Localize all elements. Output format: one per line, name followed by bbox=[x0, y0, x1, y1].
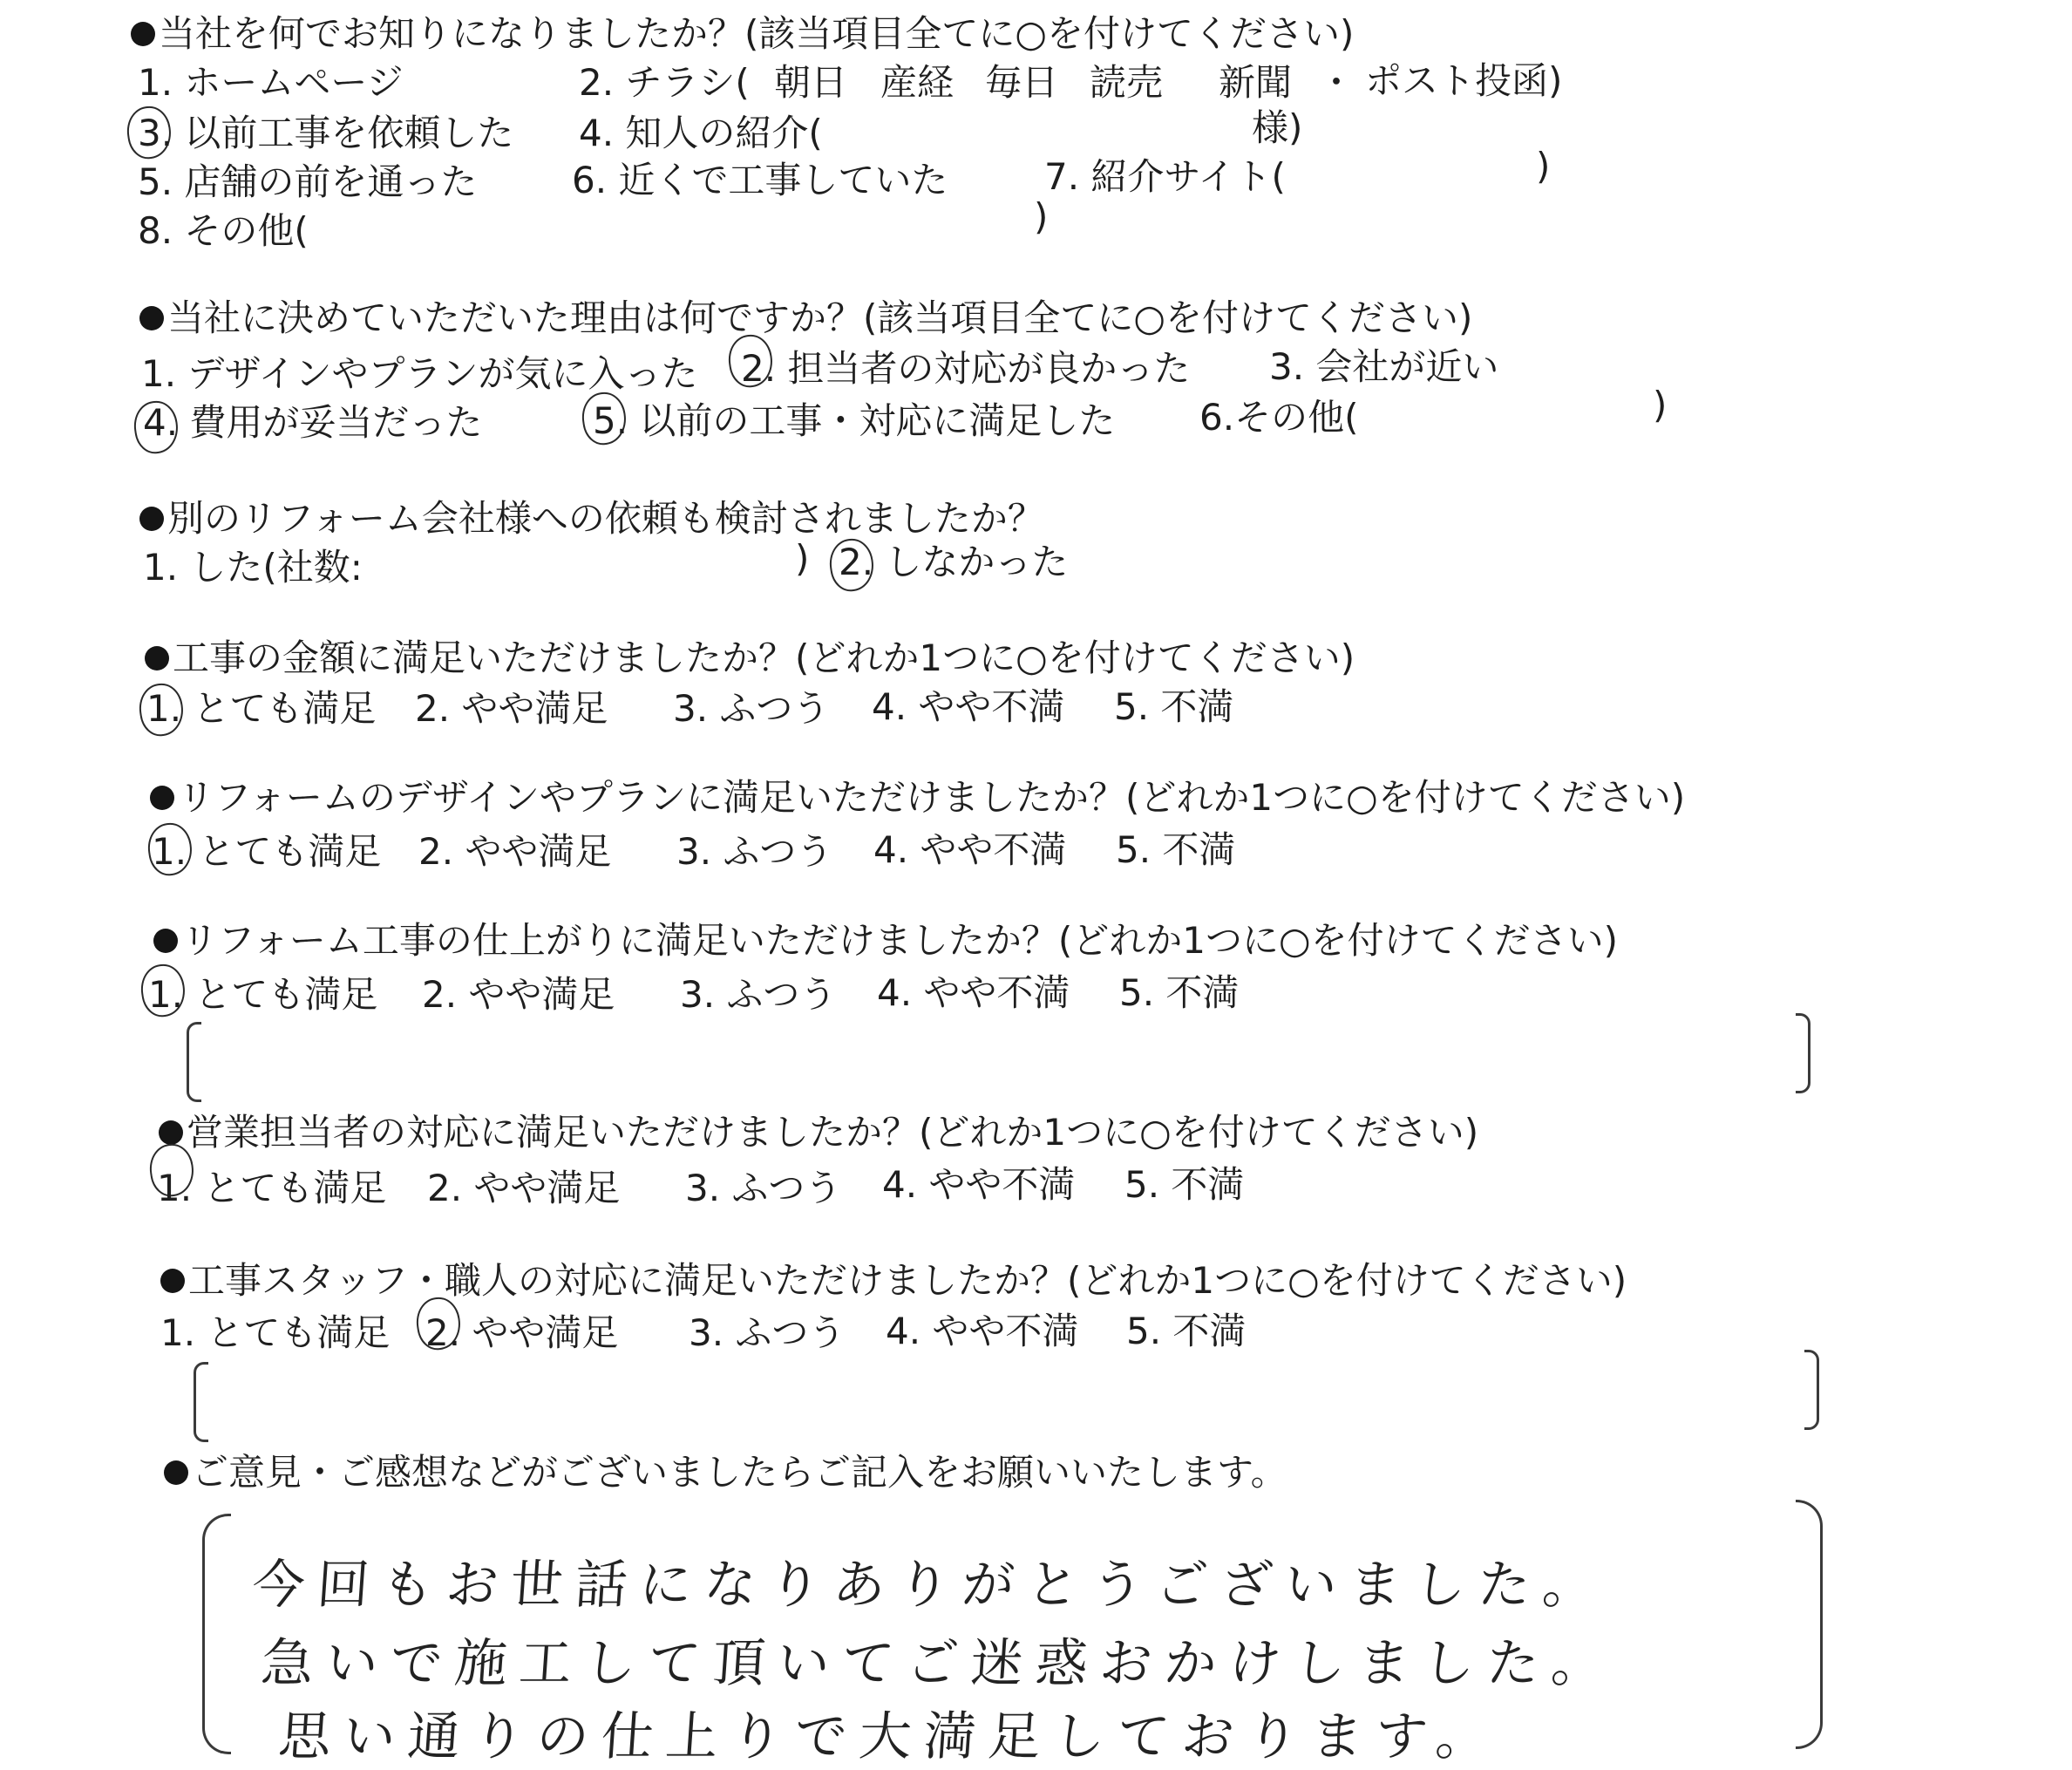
bullet-icon bbox=[153, 929, 178, 953]
q9-comment-line-3: 思い通りの仕上りで大満足しております。 bbox=[276, 1706, 1503, 1767]
q1-option-4-suffix: 様) bbox=[1252, 106, 1303, 149]
q1-separator: ・ bbox=[1318, 61, 1355, 104]
q6-option-3[interactable]: 3. ふつう bbox=[680, 973, 837, 1016]
q8-option-2[interactable]: 2. やや満足 bbox=[425, 1311, 619, 1354]
q1-option-3[interactable]: 3. 以前工事を依頼した bbox=[138, 112, 514, 154]
q5-title: リフォームのデザインやプランに満足いただけましたか？(どれか1つに○を付けてください) bbox=[150, 769, 1685, 821]
q2-option-2[interactable]: 2. 担当者の対応が良かった bbox=[741, 347, 1191, 390]
q2-option-3[interactable]: 3. 会社が近い bbox=[1269, 345, 1499, 388]
q2-option-4[interactable]: 4. 費用が妥当だった bbox=[143, 401, 483, 444]
q4-option-5[interactable]: 5. 不満 bbox=[1114, 685, 1234, 728]
q9-comment-bracket-left bbox=[202, 1514, 231, 1754]
q9-comment-line-1: 今回もお世話になりありがとうございました。 bbox=[250, 1555, 1610, 1616]
q1-option-2[interactable]: 2. チラシ( bbox=[579, 61, 750, 104]
q7-option-3[interactable]: 3. ふつう bbox=[685, 1167, 842, 1209]
q1-option-7-close: ) bbox=[1536, 145, 1551, 187]
bullet-icon bbox=[160, 1269, 185, 1293]
q1-option-4[interactable]: 4. 知人の紹介( bbox=[579, 112, 823, 154]
q5-option-1[interactable]: 1. とても満足 bbox=[152, 830, 382, 873]
q3-option-1-close: ) bbox=[795, 537, 810, 580]
bullet-icon bbox=[159, 1120, 183, 1145]
q2-option-6[interactable]: 6.その他( bbox=[1199, 396, 1359, 439]
q9-title: ご意見・ご感想などがございましたらご記入をお願いいたします。 bbox=[164, 1444, 1287, 1496]
q5-option-4[interactable]: 4. やや不満 bbox=[873, 828, 1067, 871]
q7-option-2[interactable]: 2. やや満足 bbox=[427, 1167, 621, 1209]
q6-option-5[interactable]: 5. 不満 bbox=[1119, 971, 1240, 1014]
q1-paper-asahi[interactable]: 朝日 bbox=[774, 61, 848, 104]
q1-title: 当社を何でお知りになりましたか？(該当項目全てに○を付けてください) bbox=[131, 5, 1354, 58]
q8-option-5[interactable]: 5. 不満 bbox=[1126, 1310, 1247, 1352]
q3-option-2[interactable]: 2. しなかった bbox=[839, 541, 1069, 583]
q8-comment-bracket-right bbox=[1804, 1350, 1819, 1430]
q8-option-1[interactable]: 1. とても満足 bbox=[160, 1311, 391, 1354]
q6-comment-bracket-left bbox=[187, 1022, 201, 1102]
q2-option-6-close: ) bbox=[1653, 384, 1668, 426]
q1-paper-sankei[interactable]: 産経 bbox=[880, 61, 954, 104]
q4-title: 工事の金額に満足いただけましたか？(どれか1つに○を付けてください) bbox=[145, 630, 1355, 682]
bullet-icon bbox=[164, 1460, 188, 1485]
bullet-icon bbox=[131, 22, 155, 46]
q4-option-4[interactable]: 4. やや不満 bbox=[872, 685, 1065, 728]
q1-paper-shinbun: 新聞 bbox=[1219, 61, 1293, 104]
q6-title: リフォーム工事の仕上がりに満足いただけましたか？(どれか1つに○を付けてください) bbox=[153, 912, 1618, 964]
q1-option-8[interactable]: 8. その他( bbox=[138, 209, 309, 252]
q1-paper-mainichi[interactable]: 毎日 bbox=[985, 61, 1059, 104]
q1-option-5[interactable]: 5. 店舗の前を通った bbox=[138, 160, 478, 203]
q6-comment-bracket-right bbox=[1796, 1013, 1810, 1093]
q4-option-2[interactable]: 2. やや満足 bbox=[415, 687, 608, 730]
q2-option-1[interactable]: 1. デザインやプランが気に入った bbox=[141, 352, 698, 395]
q1-post[interactable]: ポスト投函) bbox=[1365, 59, 1563, 102]
q1-paper-yomiuri[interactable]: 読売 bbox=[1090, 61, 1164, 104]
q1-option-7[interactable]: 7. 紹介サイト( bbox=[1044, 155, 1286, 198]
bullet-icon bbox=[145, 646, 169, 671]
q7-option-4[interactable]: 4. やや不満 bbox=[882, 1163, 1076, 1206]
q6-option-2[interactable]: 2. やや満足 bbox=[422, 973, 615, 1016]
q8-option-4[interactable]: 4. やや不満 bbox=[886, 1310, 1079, 1352]
q7-option-5[interactable]: 5. 不満 bbox=[1124, 1163, 1245, 1206]
q6-option-1[interactable]: 1. とても満足 bbox=[148, 973, 378, 1016]
q6-option-4[interactable]: 4. やや不満 bbox=[877, 971, 1070, 1014]
q5-option-3[interactable]: 3. ふつう bbox=[676, 830, 833, 873]
q1-option-1[interactable]: 1. ホームページ bbox=[138, 61, 404, 104]
q1-option-8-close: ) bbox=[1034, 195, 1049, 238]
q4-option-3[interactable]: 3. ふつう bbox=[673, 687, 830, 730]
q3-option-1[interactable]: 1. した(社数: bbox=[143, 546, 363, 589]
q7-option-1[interactable]: 1. とても満足 bbox=[157, 1167, 387, 1209]
q2-option-5[interactable]: 5. 以前の工事・対応に満足した bbox=[593, 399, 1116, 442]
bullet-icon bbox=[139, 306, 164, 330]
q9-comment-bracket-right bbox=[1796, 1500, 1823, 1749]
bullet-icon bbox=[139, 507, 164, 531]
q7-title: 営業担当者の対応に満足いただけましたか？(どれか1つに○を付けてください) bbox=[159, 1104, 1478, 1156]
q5-option-2[interactable]: 2. やや満足 bbox=[418, 830, 612, 873]
q3-title: 別のリフォーム会社様への依頼も検討されましたか？ bbox=[139, 490, 1044, 542]
q9-comment-line-2: 急いで施工して頂いてご迷惑おかけしました。 bbox=[259, 1633, 1619, 1694]
q8-comment-bracket-left bbox=[194, 1362, 208, 1442]
q8-title: 工事スタッフ・職人の対応に満足いただけましたか？(どれか1つに○を付けてください) bbox=[160, 1252, 1627, 1304]
q5-option-5[interactable]: 5. 不満 bbox=[1116, 828, 1236, 871]
q8-option-3[interactable]: 3. ふつう bbox=[689, 1311, 846, 1354]
q2-title: 当社に決めていただいた理由は何ですか？(該当項目全てに○を付けてください) bbox=[139, 289, 1472, 342]
bullet-icon bbox=[150, 786, 174, 810]
q1-option-6[interactable]: 6. 近くで工事していた bbox=[572, 159, 948, 201]
q4-option-1[interactable]: 1. とても満足 bbox=[146, 687, 377, 730]
